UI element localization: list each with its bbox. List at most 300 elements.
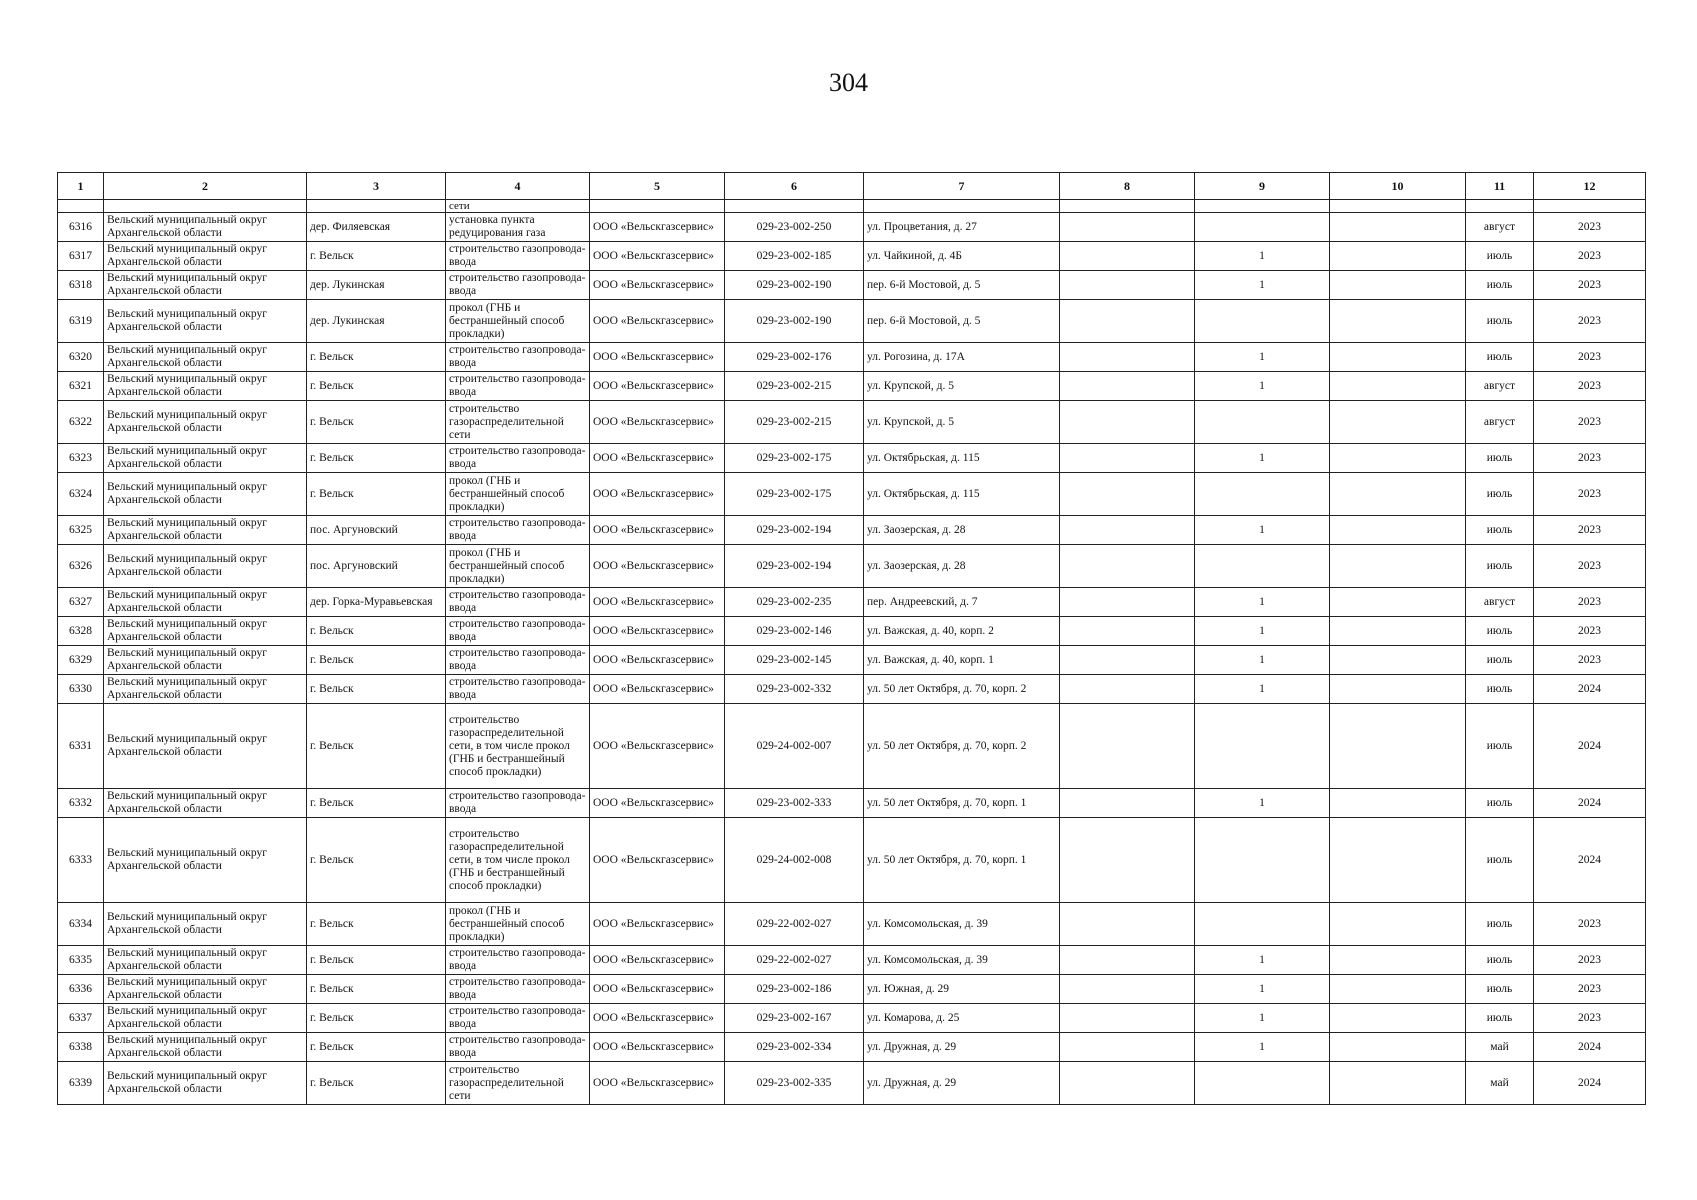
empty-cell xyxy=(1060,903,1195,946)
organization-cell: ООО «Вельскгазсервис» xyxy=(590,675,725,704)
address-cell: ул. Дружная, д. 29 xyxy=(864,1062,1060,1105)
organization-cell: ООО «Вельскгазсервис» xyxy=(590,617,725,646)
region-cell: Вельский муниципальный округ Архангельской области xyxy=(104,545,307,588)
row-number: 6321 xyxy=(58,372,104,401)
organization-cell: ООО «Вельскгазсервис» xyxy=(590,343,725,372)
column-header: 8 xyxy=(1060,173,1195,200)
work-type-cell: строительство газопровода-ввода xyxy=(446,675,590,704)
work-type-cell: строительство газопровода-ввода xyxy=(446,343,590,372)
organization-cell: ООО «Вельскгазсервис» xyxy=(590,588,725,617)
region-cell: Вельский муниципальный округ Архангельской области xyxy=(104,903,307,946)
work-type-cell: строительство газопровода-ввода xyxy=(446,1033,590,1062)
empty-cell xyxy=(1060,704,1195,789)
table-row xyxy=(58,903,1646,946)
count-cell: 1 xyxy=(1195,675,1330,704)
organization-cell: ООО «Вельскгазсервис» xyxy=(590,242,725,271)
address-cell: ул. Крупской, д. 5 xyxy=(864,372,1060,401)
empty-cell xyxy=(1060,588,1195,617)
year-cell: 2023 xyxy=(1534,588,1646,617)
settlement-cell: г. Вельск xyxy=(307,946,446,975)
settlement-cell: пос. Аргуновский xyxy=(307,545,446,588)
table-row xyxy=(58,818,1646,903)
month-cell: май xyxy=(1466,1062,1534,1105)
address-cell: ул. Комсомольская, д. 39 xyxy=(864,903,1060,946)
object-code-cell: 029-23-002-176 xyxy=(725,343,864,372)
year-cell: 2024 xyxy=(1534,1033,1646,1062)
empty-cell xyxy=(1330,975,1466,1004)
empty-cell xyxy=(1060,975,1195,1004)
organization-cell: ООО «Вельскгазсервис» xyxy=(590,704,725,789)
row-number: 6335 xyxy=(58,946,104,975)
work-type-cell: строительство газопровода-ввода xyxy=(446,588,590,617)
empty-cell xyxy=(1060,675,1195,704)
year-cell: 2023 xyxy=(1534,271,1646,300)
object-code-cell: 029-23-002-194 xyxy=(725,545,864,588)
table-row xyxy=(58,975,1646,1004)
year-cell: 2024 xyxy=(1534,675,1646,704)
organization-cell: ООО «Вельскгазсервис» xyxy=(590,516,725,545)
row-number: 6328 xyxy=(58,617,104,646)
work-type-cell: строительство газопровода-ввода xyxy=(446,617,590,646)
empty-cell xyxy=(1330,300,1466,343)
object-code-cell: 029-23-002-334 xyxy=(725,1033,864,1062)
year-cell: 2023 xyxy=(1534,1004,1646,1033)
table-row xyxy=(58,1062,1646,1105)
column-header: 6 xyxy=(725,173,864,200)
region-cell: Вельский муниципальный округ Архангельской области xyxy=(104,946,307,975)
table-row xyxy=(58,617,1646,646)
object-code-cell: 029-23-002-167 xyxy=(725,1004,864,1033)
organization-cell: ООО «Вельскгазсервис» xyxy=(590,372,725,401)
address-cell: ул. Процветания, д. 27 xyxy=(864,213,1060,242)
object-code-cell: 029-23-002-146 xyxy=(725,617,864,646)
year-cell: 2023 xyxy=(1534,343,1646,372)
row-number: 6316 xyxy=(58,213,104,242)
address-cell: ул. Заозерская, д. 28 xyxy=(864,516,1060,545)
row-number: 6320 xyxy=(58,343,104,372)
address-cell: ул. 50 лет Октября, д. 70, корп. 1 xyxy=(864,818,1060,903)
empty-cell xyxy=(1060,473,1195,516)
empty-cell xyxy=(1330,789,1466,818)
address-cell: ул. 50 лет Октября, д. 70, корп. 2 xyxy=(864,704,1060,789)
count-cell: 1 xyxy=(1195,946,1330,975)
month-cell: июль xyxy=(1466,675,1534,704)
object-code-cell: 029-23-002-190 xyxy=(725,271,864,300)
region-cell: Вельский муниципальный округ Архангельской области xyxy=(104,444,307,473)
table-row xyxy=(58,271,1646,300)
empty-cell xyxy=(1060,343,1195,372)
table-row xyxy=(58,789,1646,818)
count-cell: 1 xyxy=(1195,646,1330,675)
count-cell: 1 xyxy=(1195,789,1330,818)
year-cell: 2023 xyxy=(1534,946,1646,975)
month-cell: июль xyxy=(1466,818,1534,903)
region-cell: Вельский муниципальный округ Архангельской области xyxy=(104,704,307,789)
settlement-cell: г. Вельск xyxy=(307,343,446,372)
empty-cell xyxy=(1330,242,1466,271)
count-cell xyxy=(1195,473,1330,516)
month-cell: июль xyxy=(1466,444,1534,473)
column-header: 2 xyxy=(104,173,307,200)
year-cell: 2023 xyxy=(1534,975,1646,1004)
empty-cell xyxy=(1060,1062,1195,1105)
month-cell: август xyxy=(1466,401,1534,444)
month-cell: июль xyxy=(1466,789,1534,818)
organization-cell: ООО «Вельскгазсервис» xyxy=(590,545,725,588)
column-header: 3 xyxy=(307,173,446,200)
settlement-cell: г. Вельск xyxy=(307,675,446,704)
empty-cell xyxy=(1330,473,1466,516)
organization-cell: ООО «Вельскгазсервис» xyxy=(590,444,725,473)
empty-cell xyxy=(1330,675,1466,704)
work-type-cell: строительство газопровода-ввода xyxy=(446,372,590,401)
region-cell: Вельский муниципальный округ Архангельской области xyxy=(104,300,307,343)
empty-cell xyxy=(1330,903,1466,946)
row-number: 6319 xyxy=(58,300,104,343)
row-number: 6336 xyxy=(58,975,104,1004)
row-number: 6332 xyxy=(58,789,104,818)
region-cell: Вельский муниципальный округ Архангельской области xyxy=(104,213,307,242)
object-code-cell: 029-23-002-332 xyxy=(725,675,864,704)
object-code-cell: 029-23-002-194 xyxy=(725,516,864,545)
organization-cell: ООО «Вельскгазсервис» xyxy=(590,1062,725,1105)
empty-cell xyxy=(1060,271,1195,300)
object-code-cell: 029-23-002-215 xyxy=(725,372,864,401)
address-cell: ул. Заозерская, д. 28 xyxy=(864,545,1060,588)
row-number: 6326 xyxy=(58,545,104,588)
organization-cell: ООО «Вельскгазсервис» xyxy=(590,789,725,818)
header-row xyxy=(58,173,1646,200)
count-cell: 1 xyxy=(1195,617,1330,646)
count-cell: 1 xyxy=(1195,1004,1330,1033)
object-code-cell: 029-23-002-190 xyxy=(725,300,864,343)
settlement-cell: г. Вельск xyxy=(307,372,446,401)
empty-cell xyxy=(1330,818,1466,903)
empty-cell xyxy=(1060,646,1195,675)
region-cell: Вельский муниципальный округ Архангельской области xyxy=(104,617,307,646)
object-code-cell: 029-23-002-175 xyxy=(725,473,864,516)
empty-cell xyxy=(1330,646,1466,675)
empty-cell xyxy=(1330,1062,1466,1105)
table-row xyxy=(58,401,1646,444)
organization-cell: ООО «Вельскгазсервис» xyxy=(590,401,725,444)
column-header: 10 xyxy=(1330,173,1466,200)
work-type-cell: строительство газораспределительной сети xyxy=(446,401,590,444)
row-number: 6322 xyxy=(58,401,104,444)
region-cell: Вельский муниципальный округ Архангельской области xyxy=(104,818,307,903)
work-type-cell: строительство газопровода-ввода xyxy=(446,1004,590,1033)
empty-cell xyxy=(1060,516,1195,545)
object-code-cell: 029-24-002-007 xyxy=(725,704,864,789)
row-number: 6325 xyxy=(58,516,104,545)
month-cell: июль xyxy=(1466,516,1534,545)
region-cell: Вельский муниципальный округ Архангельской области xyxy=(104,1033,307,1062)
month-cell: июль xyxy=(1466,271,1534,300)
empty-cell xyxy=(1330,213,1466,242)
row-number: 6330 xyxy=(58,675,104,704)
table-row xyxy=(58,588,1646,617)
organization-cell: ООО «Вельскгазсервис» xyxy=(590,646,725,675)
column-header: 4 xyxy=(446,173,590,200)
empty-cell xyxy=(1330,401,1466,444)
region-cell: Вельский муниципальный округ Архангельской области xyxy=(104,271,307,300)
column-header: 9 xyxy=(1195,173,1330,200)
address-cell: пер. 6-й Мостовой, д. 5 xyxy=(864,300,1060,343)
settlement-cell: г. Вельск xyxy=(307,818,446,903)
object-code-cell: 029-23-002-235 xyxy=(725,588,864,617)
table-row xyxy=(58,343,1646,372)
month-cell: июль xyxy=(1466,617,1534,646)
count-cell: 1 xyxy=(1195,975,1330,1004)
year-cell: 2023 xyxy=(1534,213,1646,242)
address-cell: ул. Комсомольская, д. 39 xyxy=(864,946,1060,975)
work-type-cell: прокол (ГНБ и бестраншейный способ прокладки) xyxy=(446,300,590,343)
region-cell: Вельский муниципальный округ Архангельской области xyxy=(104,242,307,271)
work-type-cell: прокол (ГНБ и бестраншейный способ прокладки) xyxy=(446,473,590,516)
row-number: 6339 xyxy=(58,1062,104,1105)
column-header: 7 xyxy=(864,173,1060,200)
count-cell xyxy=(1195,401,1330,444)
continuation-cell: сети xyxy=(446,200,590,213)
address-cell: ул. Октябрьская, д. 115 xyxy=(864,473,1060,516)
empty-cell xyxy=(1060,818,1195,903)
work-type-cell: строительство газораспределительной сети, в том числе прокол (ГНБ и бестраншейный способ прокладки) xyxy=(446,704,590,789)
table-row xyxy=(58,516,1646,545)
data-table xyxy=(57,172,1646,1105)
count-cell xyxy=(1195,704,1330,789)
empty-cell xyxy=(1330,271,1466,300)
count-cell: 1 xyxy=(1195,271,1330,300)
settlement-cell: дер. Лукинская xyxy=(307,271,446,300)
empty-cell xyxy=(1060,789,1195,818)
empty-cell xyxy=(1330,1033,1466,1062)
empty-cell xyxy=(1060,1033,1195,1062)
region-cell: Вельский муниципальный округ Архангельской области xyxy=(104,588,307,617)
month-cell: июль xyxy=(1466,545,1534,588)
object-code-cell: 029-22-002-027 xyxy=(725,903,864,946)
table-row xyxy=(58,675,1646,704)
address-cell: ул. Дружная, д. 29 xyxy=(864,1033,1060,1062)
table-row xyxy=(58,545,1646,588)
table-row xyxy=(58,372,1646,401)
year-cell: 2023 xyxy=(1534,300,1646,343)
year-cell: 2023 xyxy=(1534,444,1646,473)
work-type-cell: строительство газопровода-ввода xyxy=(446,271,590,300)
region-cell: Вельский муниципальный округ Архангельской области xyxy=(104,372,307,401)
work-type-cell: строительство газопровода-ввода xyxy=(446,444,590,473)
row-number: 6323 xyxy=(58,444,104,473)
organization-cell: ООО «Вельскгазсервис» xyxy=(590,818,725,903)
settlement-cell: дер. Горка-Муравьевская xyxy=(307,588,446,617)
work-type-cell: строительство газопровода-ввода xyxy=(446,946,590,975)
object-code-cell: 029-22-002-027 xyxy=(725,946,864,975)
month-cell: июль xyxy=(1466,1004,1534,1033)
object-code-cell: 029-23-002-215 xyxy=(725,401,864,444)
settlement-cell: г. Вельск xyxy=(307,789,446,818)
region-cell: Вельский муниципальный округ Архангельской области xyxy=(104,401,307,444)
region-cell: Вельский муниципальный округ Архангельской области xyxy=(104,343,307,372)
empty-cell xyxy=(1330,444,1466,473)
work-type-cell: строительство газораспределительной сети xyxy=(446,1062,590,1105)
year-cell: 2024 xyxy=(1534,818,1646,903)
region-cell: Вельский муниципальный округ Архангельской области xyxy=(104,975,307,1004)
count-cell: 1 xyxy=(1195,343,1330,372)
work-type-cell: строительство газопровода-ввода xyxy=(446,975,590,1004)
settlement-cell: г. Вельск xyxy=(307,646,446,675)
object-code-cell: 029-24-002-008 xyxy=(725,818,864,903)
row-number: 6327 xyxy=(58,588,104,617)
settlement-cell: г. Вельск xyxy=(307,903,446,946)
month-cell: август xyxy=(1466,372,1534,401)
object-code-cell: 029-23-002-335 xyxy=(725,1062,864,1105)
object-code-cell: 029-23-002-333 xyxy=(725,789,864,818)
organization-cell: ООО «Вельскгазсервис» xyxy=(590,946,725,975)
row-number: 6337 xyxy=(58,1004,104,1033)
settlement-cell: дер. Лукинская xyxy=(307,300,446,343)
region-cell: Вельский муниципальный округ Архангельской области xyxy=(104,789,307,818)
row-number: 6333 xyxy=(58,818,104,903)
table-row xyxy=(58,1033,1646,1062)
count-cell xyxy=(1195,818,1330,903)
month-cell: июль xyxy=(1466,242,1534,271)
region-cell: Вельский муниципальный округ Архангельской области xyxy=(104,646,307,675)
empty-cell xyxy=(1330,588,1466,617)
page-number: 304 xyxy=(829,68,868,97)
continuation-row xyxy=(58,200,1646,213)
organization-cell: ООО «Вельскгазсервис» xyxy=(590,271,725,300)
address-cell: ул. Комарова, д. 25 xyxy=(864,1004,1060,1033)
work-type-cell: прокол (ГНБ и бестраншейный способ прокладки) xyxy=(446,903,590,946)
count-cell xyxy=(1195,903,1330,946)
table-row xyxy=(58,1004,1646,1033)
year-cell: 2023 xyxy=(1534,617,1646,646)
object-code-cell: 029-23-002-145 xyxy=(725,646,864,675)
work-type-cell: строительство газопровода-ввода xyxy=(446,516,590,545)
row-number: 6318 xyxy=(58,271,104,300)
row-number: 6329 xyxy=(58,646,104,675)
empty-cell xyxy=(1330,617,1466,646)
organization-cell: ООО «Вельскгазсервис» xyxy=(590,903,725,946)
region-cell: Вельский муниципальный округ Архангельской области xyxy=(104,516,307,545)
address-cell: пер. 6-й Мостовой, д. 5 xyxy=(864,271,1060,300)
year-cell: 2024 xyxy=(1534,704,1646,789)
table-row xyxy=(58,213,1646,242)
row-number: 6338 xyxy=(58,1033,104,1062)
organization-cell: ООО «Вельскгазсервис» xyxy=(590,300,725,343)
settlement-cell: г. Вельск xyxy=(307,1033,446,1062)
row-number: 6317 xyxy=(58,242,104,271)
work-type-cell: установка пункта редуцирования газа xyxy=(446,213,590,242)
month-cell: июль xyxy=(1466,646,1534,675)
count-cell: 1 xyxy=(1195,242,1330,271)
year-cell: 2023 xyxy=(1534,242,1646,271)
count-cell: 1 xyxy=(1195,372,1330,401)
count-cell xyxy=(1195,545,1330,588)
settlement-cell: г. Вельск xyxy=(307,401,446,444)
settlement-cell: г. Вельск xyxy=(307,444,446,473)
settlement-cell: дер. Филяевская xyxy=(307,213,446,242)
object-code-cell: 029-23-002-175 xyxy=(725,444,864,473)
month-cell: июль xyxy=(1466,946,1534,975)
count-cell: 1 xyxy=(1195,588,1330,617)
month-cell: июль xyxy=(1466,975,1534,1004)
month-cell: июль xyxy=(1466,300,1534,343)
settlement-cell: г. Вельск xyxy=(307,704,446,789)
settlement-cell: г. Вельск xyxy=(307,242,446,271)
work-type-cell: строительство газопровода-ввода xyxy=(446,789,590,818)
year-cell: 2023 xyxy=(1534,473,1646,516)
count-cell xyxy=(1195,1062,1330,1105)
empty-cell xyxy=(1330,704,1466,789)
address-cell: ул. Важская, д. 40, корп. 1 xyxy=(864,646,1060,675)
count-cell xyxy=(1195,300,1330,343)
settlement-cell: г. Вельск xyxy=(307,1004,446,1033)
count-cell: 1 xyxy=(1195,516,1330,545)
organization-cell: ООО «Вельскгазсервис» xyxy=(590,1004,725,1033)
address-cell: пер. Андреевский, д. 7 xyxy=(864,588,1060,617)
table-row xyxy=(58,946,1646,975)
work-type-cell: строительство газопровода-ввода xyxy=(446,646,590,675)
settlement-cell: г. Вельск xyxy=(307,617,446,646)
column-header: 12 xyxy=(1534,173,1646,200)
empty-cell xyxy=(1330,343,1466,372)
empty-cell xyxy=(1060,1004,1195,1033)
month-cell: июль xyxy=(1466,343,1534,372)
empty-cell xyxy=(1060,946,1195,975)
empty-cell xyxy=(1330,372,1466,401)
table-row xyxy=(58,473,1646,516)
work-type-cell: строительство газораспределительной сети, в том числе прокол (ГНБ и бестраншейный способ прокладки) xyxy=(446,818,590,903)
address-cell: ул. Рогозина, д. 17А xyxy=(864,343,1060,372)
row-number: 6324 xyxy=(58,473,104,516)
empty-cell xyxy=(1060,242,1195,271)
empty-cell xyxy=(1060,401,1195,444)
year-cell: 2023 xyxy=(1534,401,1646,444)
month-cell: июль xyxy=(1466,903,1534,946)
address-cell: ул. Южная, д. 29 xyxy=(864,975,1060,1004)
empty-cell xyxy=(1060,300,1195,343)
settlement-cell: г. Вельск xyxy=(307,473,446,516)
empty-cell xyxy=(1060,213,1195,242)
empty-cell xyxy=(1060,444,1195,473)
column-header: 5 xyxy=(590,173,725,200)
empty-cell xyxy=(1330,516,1466,545)
empty-cell xyxy=(1060,372,1195,401)
count-cell xyxy=(1195,213,1330,242)
month-cell: август xyxy=(1466,213,1534,242)
column-header: 11 xyxy=(1466,173,1534,200)
settlement-cell: пос. Аргуновский xyxy=(307,516,446,545)
year-cell: 2024 xyxy=(1534,789,1646,818)
row-number: 6331 xyxy=(58,704,104,789)
month-cell: август xyxy=(1466,588,1534,617)
address-cell: ул. Чайкиной, д. 4Б xyxy=(864,242,1060,271)
organization-cell: ООО «Вельскгазсервис» xyxy=(590,473,725,516)
column-header: 1 xyxy=(58,173,104,200)
address-cell: ул. Октябрьская, д. 115 xyxy=(864,444,1060,473)
year-cell: 2023 xyxy=(1534,903,1646,946)
object-code-cell: 029-23-002-185 xyxy=(725,242,864,271)
settlement-cell: г. Вельск xyxy=(307,975,446,1004)
year-cell: 2023 xyxy=(1534,545,1646,588)
work-type-cell: строительство газопровода-ввода xyxy=(446,242,590,271)
table-row xyxy=(58,704,1646,789)
month-cell: июль xyxy=(1466,704,1534,789)
empty-cell xyxy=(1330,946,1466,975)
settlement-cell: г. Вельск xyxy=(307,1062,446,1105)
empty-cell xyxy=(1330,545,1466,588)
address-cell: ул. 50 лет Октября, д. 70, корп. 2 xyxy=(864,675,1060,704)
